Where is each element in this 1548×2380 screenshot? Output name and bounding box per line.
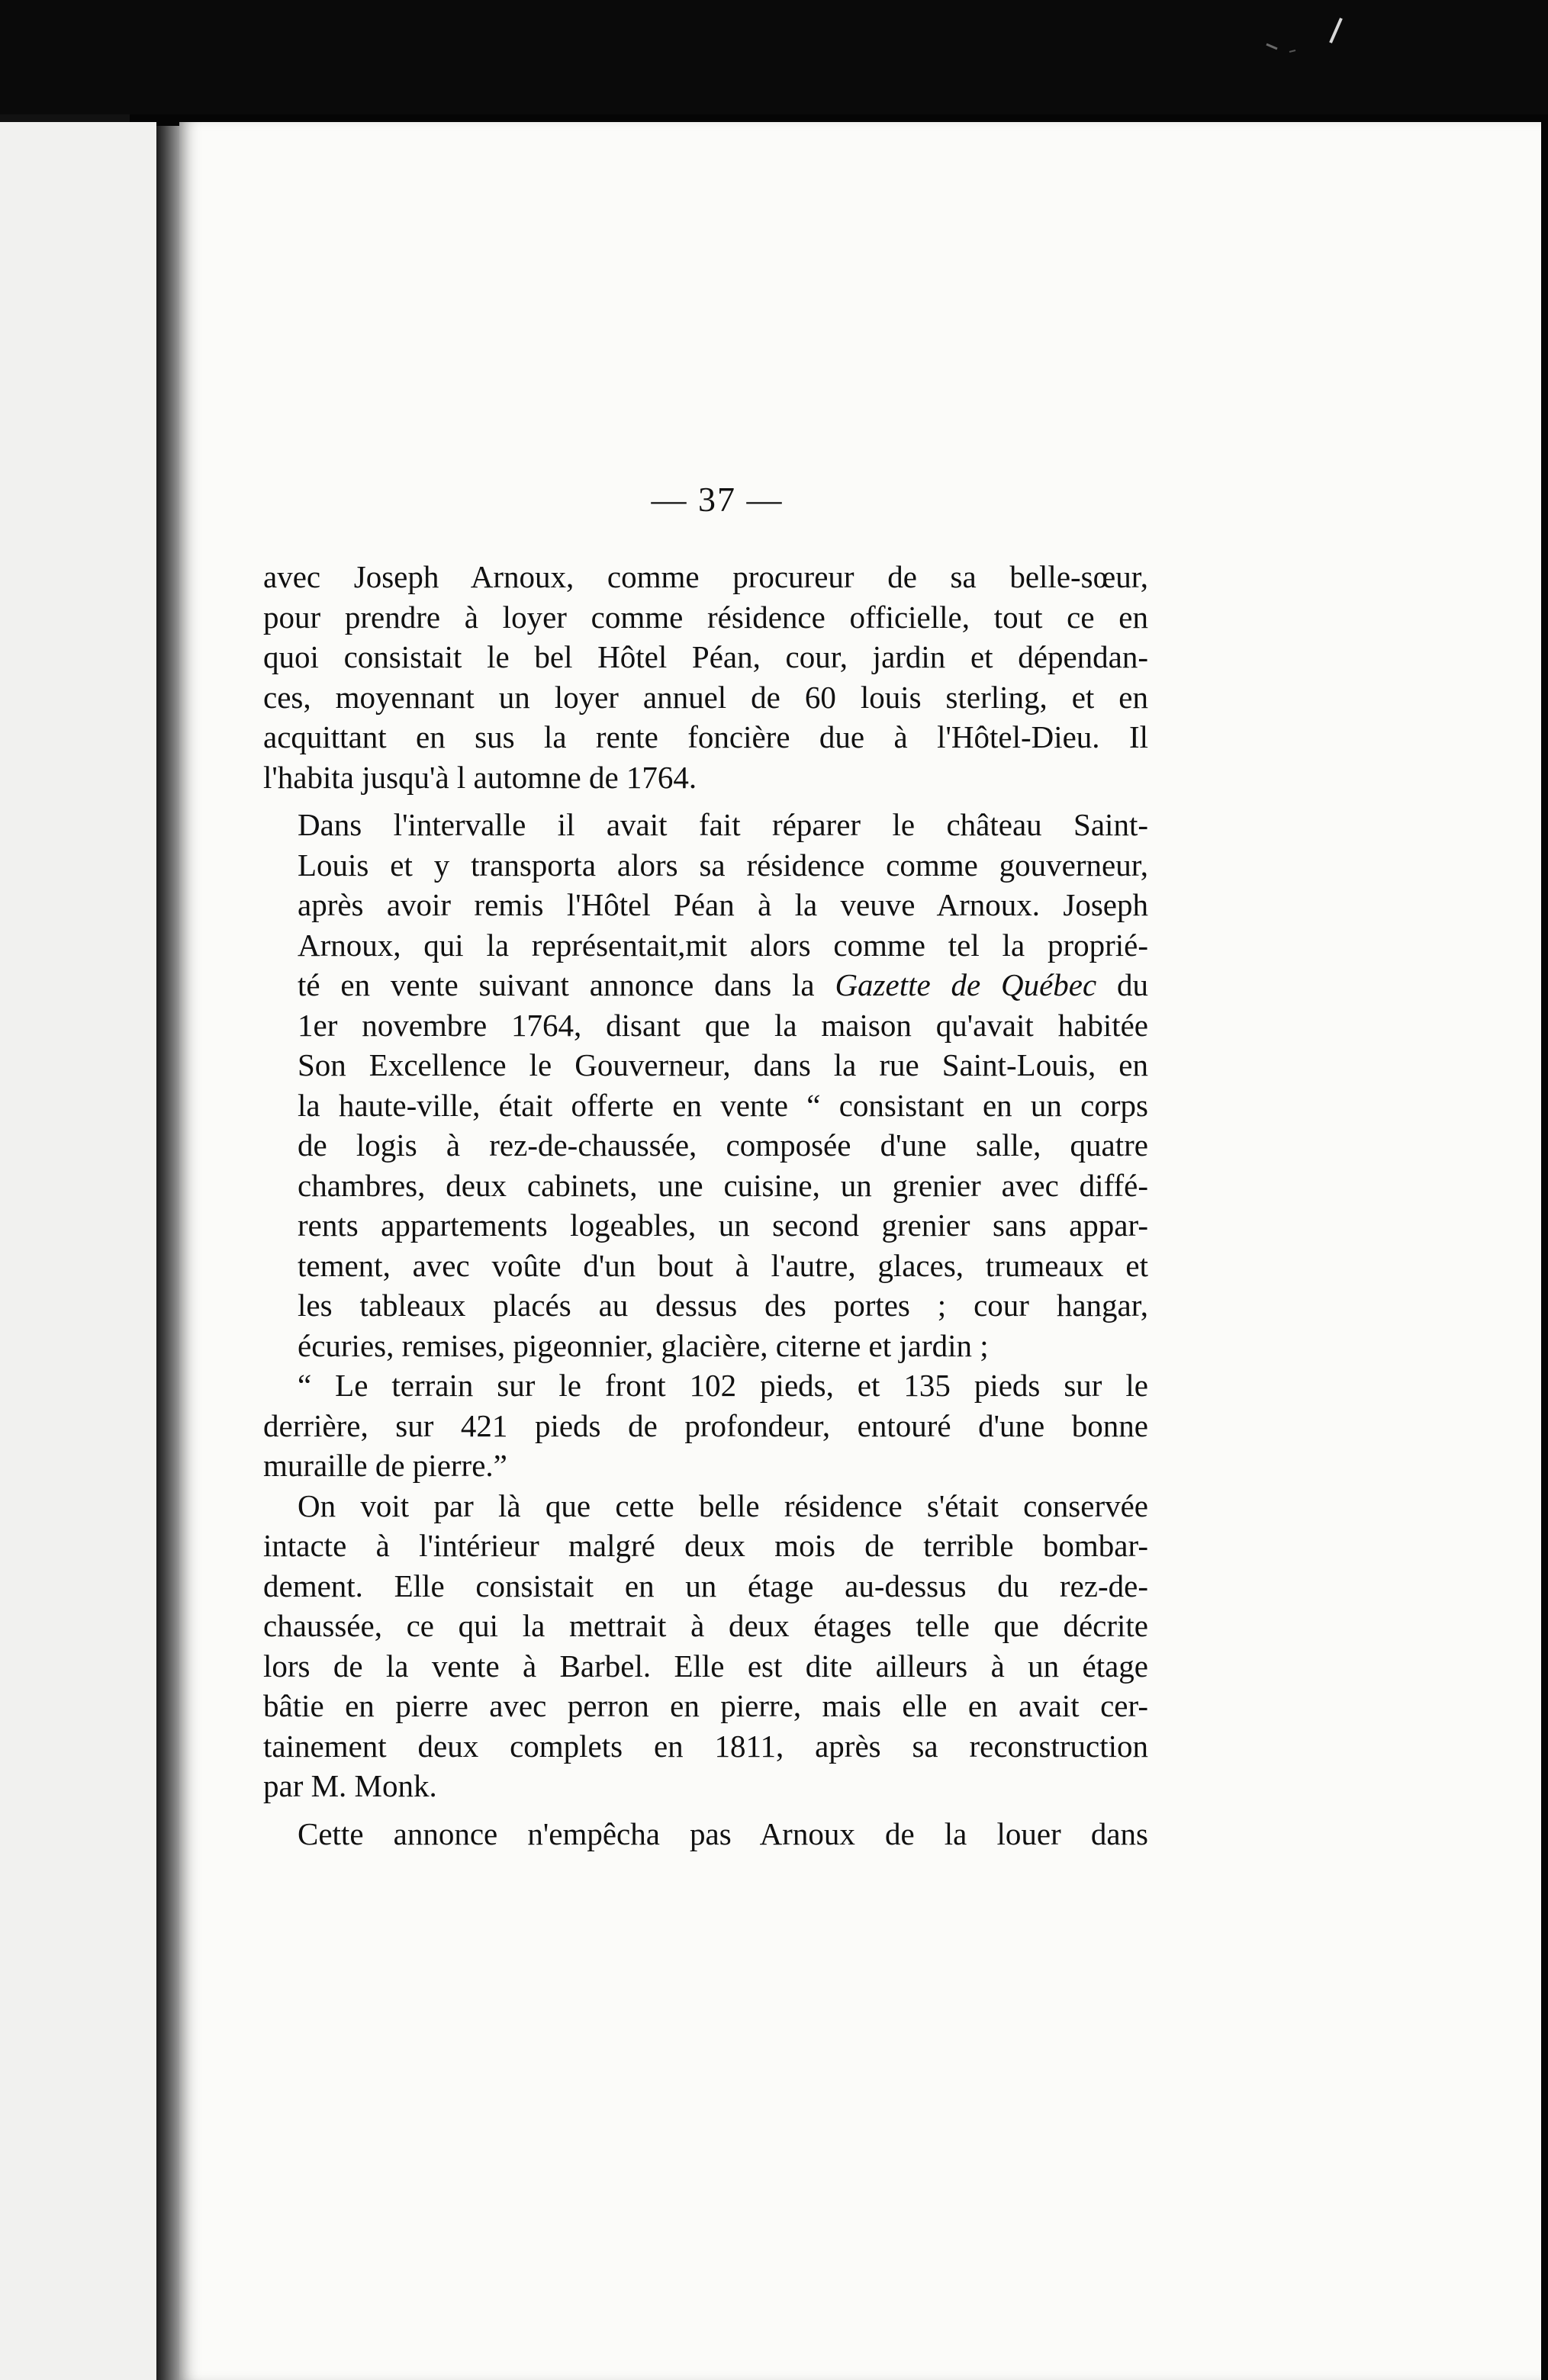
text-line: rents appartements logeables, un second grenier sans appar-: [298, 1208, 1148, 1243]
paragraph-3-quote: [263, 1365, 1148, 1486]
text-line: chaussée, ce qui la mettrait à deux étages telle que décrite: [263, 1608, 1148, 1643]
text-line: pour prendre à loyer comme résidence officielle, tout ce en: [263, 599, 1148, 635]
newspaper-title: Gazette de Québec: [835, 967, 1097, 1002]
scratch-mark-icon: [1251, 14, 1366, 75]
text-line: Cette annonce n'empêcha pas Arnoux de la louer dans: [298, 1816, 1148, 1851]
text-line: avec Joseph Arnoux, comme procureur de sa belle-sœur,: [263, 559, 1148, 594]
text-line: les tableaux placés au dessus des portes ; cour hangar,: [298, 1288, 1148, 1323]
text-line: Son Excellence le Gouverneur, dans la rue Saint-Louis, en: [298, 1047, 1148, 1082]
text-line: tement, avec voûte d'un bout à l'autre, glaces, trumeaux et: [298, 1247, 1148, 1283]
paragraph-5: [263, 1814, 1148, 1854]
text-line: par M. Monk.: [263, 1768, 437, 1803]
text-line: quoi consistait le bel Hôtel Péan, cour, jardin et dépendan-: [263, 639, 1148, 674]
page-body-text: [263, 557, 1148, 1854]
text-line: ces, moyennant un loyer annuel de 60 louis sterling, et en: [263, 679, 1148, 715]
text-line: la haute-ville, était offerte en vente “ consistant en un corps: [298, 1087, 1148, 1123]
text-line: té en vente suivant annonce dans la Gazette de Québec du: [298, 967, 1148, 1002]
page-number: — 37 —: [651, 480, 784, 519]
text-line: écuries, remises, pigeonnier, glacière, citerne et jardin ;: [298, 1327, 989, 1363]
text-line: 1er novembre 1764, disant que la maison qu'avait habitée: [298, 1007, 1148, 1043]
text-line: chambres, deux cabinets, une cuisine, un grenier avec diffé-: [298, 1167, 1148, 1203]
text-line: dement. Elle consistait en un étage au-dessus du rez-de-: [263, 1568, 1148, 1603]
facing-page-edge: [0, 122, 156, 2380]
text-line: muraille de pierre.”: [263, 1448, 507, 1483]
text-line: Louis et y transporta alors sa résidence comme gouverneur,: [298, 847, 1148, 883]
paragraph-2: [263, 805, 1148, 1365]
paragraph-4: [263, 1486, 1148, 1806]
text-line: intacte à l'intérieur malgré deux mois de terrible bombar-: [263, 1528, 1148, 1563]
text-line: après avoir remis l'Hôtel Péan à la veuve Arnoux. Joseph: [298, 887, 1148, 922]
text-line: “ Le terrain sur le front 102 pieds, et 135 pieds sur le: [298, 1368, 1148, 1403]
text-line: l'habita jusqu'à l automne de 1764.: [263, 759, 697, 795]
text-line: de logis à rez-de-chaussée, composée d'une salle, quatre: [298, 1127, 1148, 1163]
text-line: bâtie en pierre avec perron en pierre, mais elle en avait cer-: [263, 1688, 1148, 1723]
paragraph-1: [263, 557, 1148, 797]
text-line: acquittant en sus la rente foncière due à l'Hôtel-Dieu. Il: [263, 719, 1148, 754]
text-line: tainement deux complets en 1811, après sa reconstruction: [263, 1728, 1148, 1764]
text-line: On voit par là que cette belle résidence s'était conservée: [298, 1488, 1148, 1523]
text-line: lors de la vente à Barbel. Elle est dite ailleurs à un étage: [263, 1648, 1148, 1684]
text-line: derrière, sur 421 pieds de profondeur, entouré d'une bonne: [263, 1407, 1148, 1443]
text-line: Arnoux, qui la représentait,mit alors comme tel la proprié-: [298, 927, 1148, 963]
text-line: Dans l'intervalle il avait fait réparer le château Saint-: [298, 807, 1148, 842]
book-gutter: [156, 126, 179, 2380]
